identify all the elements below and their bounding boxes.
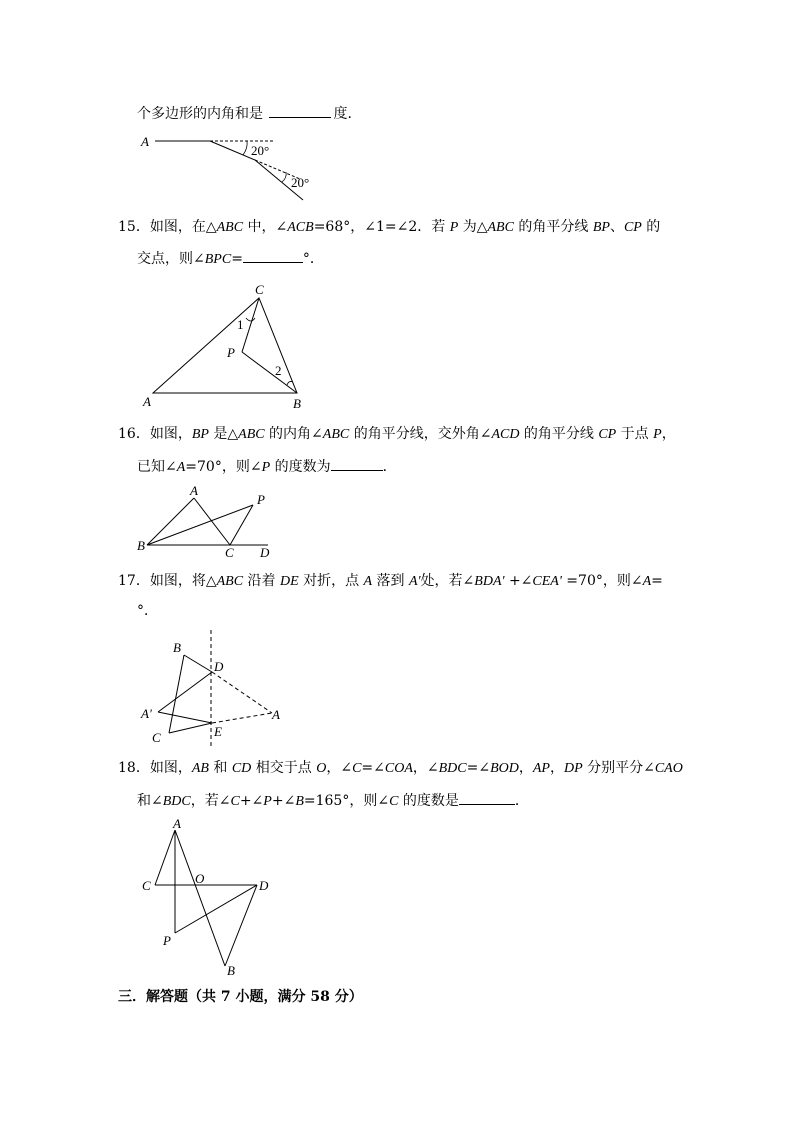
label-D: D [259, 878, 269, 893]
q15-line2: 交点，则∠BPC= °． [137, 248, 324, 269]
label-angle-20-b: 20° [291, 175, 310, 190]
label-B: B [137, 538, 145, 553]
label-A-prime: A' [141, 706, 152, 721]
answer-blank[interactable] [331, 456, 383, 471]
label-A: A [173, 816, 181, 831]
label-O: O [195, 871, 205, 886]
answer-blank[interactable] [269, 103, 331, 118]
label-angle-20-a: 20° [251, 143, 270, 158]
label-P: P [257, 492, 265, 507]
label-B: B [227, 963, 235, 978]
q16-figure [135, 484, 285, 562]
label-D: D [214, 659, 224, 674]
answer-blank[interactable] [243, 248, 303, 263]
q17-line2: °． [137, 603, 158, 619]
q16-line2: 已知∠A=70°，则∠P 的度数为 ． [137, 456, 397, 477]
label-A: A [272, 707, 280, 722]
label-B: B [173, 640, 181, 655]
q15-figure [135, 280, 335, 410]
q15-line1: 15．如图，在△ABC 中，∠ACB=68°，∠1=∠2．若 P 为△ABC 的角平分线 BP、CP 的 [118, 219, 661, 235]
answer-blank[interactable] [459, 790, 515, 805]
q18-line1: 18．如图，AB 和 CD 相交于点 O，∠C=∠COA，∠BDC=∠BOD，AP，DP 分别平分∠CAO [118, 760, 683, 776]
label-C: C [225, 545, 234, 560]
label-A: A [143, 394, 151, 409]
label-E: E [214, 724, 222, 739]
label-C: C [152, 730, 161, 745]
label-angle-1: 1 [237, 317, 244, 332]
q14-figure [135, 128, 335, 208]
label-C: C [255, 282, 264, 297]
q17-figure [135, 628, 295, 753]
q16-line1: 16．如图，BP 是△ABC 的内角∠ABC 的角平分线，交外角∠ACD 的角平分线 CP 于点 P， [118, 426, 676, 442]
label-angle-2: 2 [275, 363, 282, 378]
label-A: A [190, 484, 198, 498]
label-C: C [142, 878, 151, 893]
label-D: D [260, 545, 270, 560]
q18-figure [135, 815, 285, 980]
q17-line1: 17．如图，将△ABC 沿着 DE 对折，点 A 落到 A'处，若∠BDA' +∠CEA' =70°，则∠A= [118, 573, 663, 589]
q14-text: 个多边形的内角和是 度. [137, 103, 352, 123]
section-heading: 三．解答题（共 7 小题，满分 58 分） [118, 989, 363, 1005]
label-P: P [163, 933, 171, 948]
label-B: B [293, 396, 301, 410]
label-A: A [141, 134, 149, 149]
q18-line2: 和∠BDC，若∠C+∠P+∠B=165°，则∠C 的度数是 ． [137, 790, 529, 811]
label-P: P [227, 345, 235, 360]
